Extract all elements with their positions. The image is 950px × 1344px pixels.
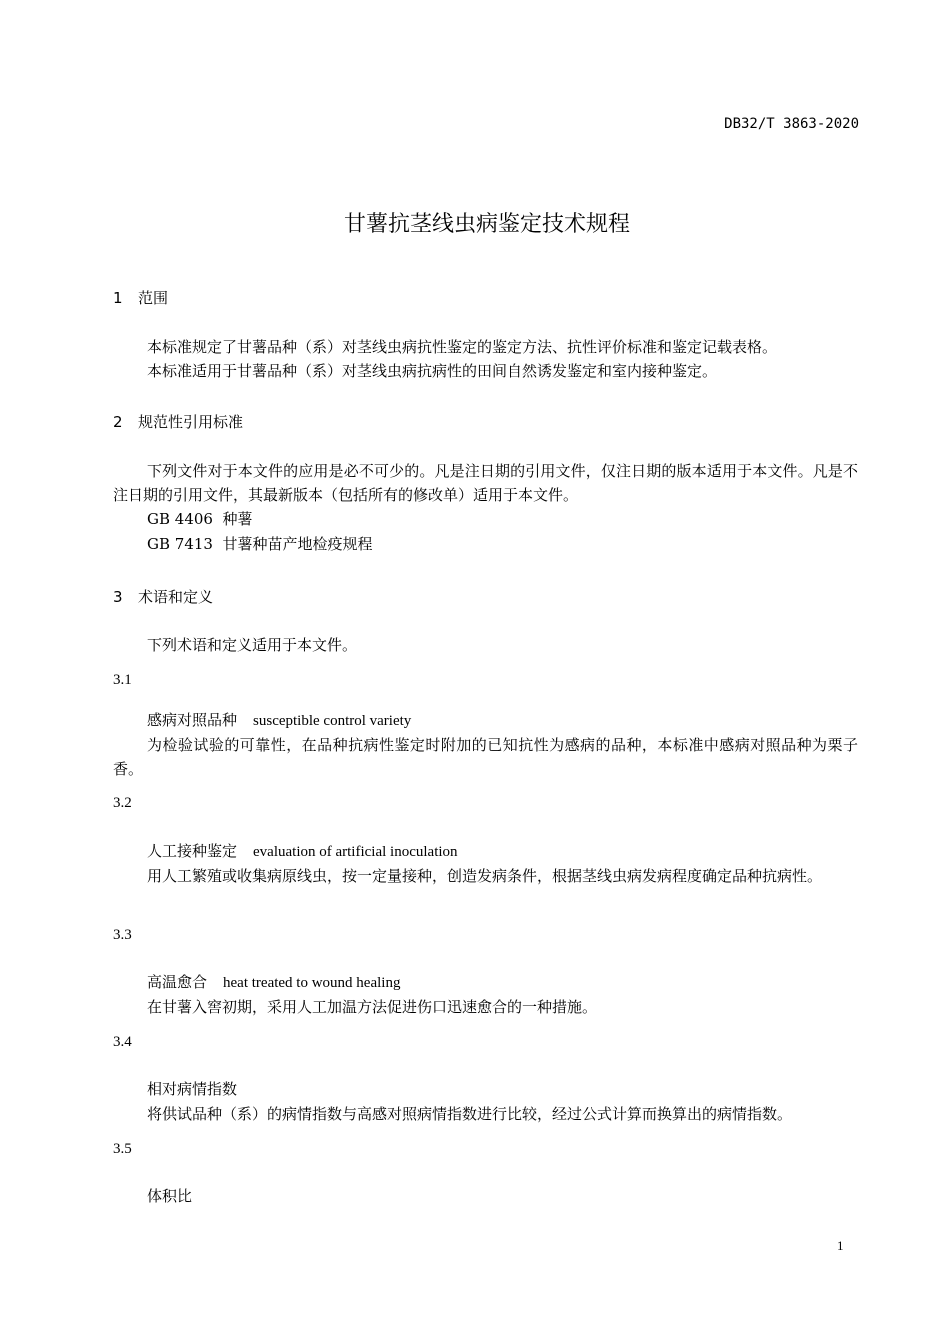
section-title: 术语和定义 [138,588,214,606]
term-entry [147,840,458,861]
section-number: 3 [113,588,123,606]
page-number: 1 [837,1238,844,1253]
term-entry [147,971,400,992]
term-entry [147,1185,192,1206]
standard-code: DB32/T 3863-2020 [724,116,859,132]
term-english: susceptible control variety [253,713,412,729]
paragraph: 本标准适用于甘薯品种（系）对茎线虫病抗病性的田间自然诱发鉴定和室内接种鉴定。 [147,362,718,380]
reference-item: GB 4406 种薯 [147,510,253,528]
term-chinese: 体积比 [147,1187,193,1205]
term-number: 3.1 [113,672,132,688]
term-number: 3.2 [113,795,132,811]
section-number: 2 [113,413,123,431]
paragraph: 下列文件对于本文件的应用是必不可少的。凡是注日期的引用文件，仅注日期的版本适用于本文件。凡是不注日期的引用文件，其最新版本（包括所有的修改单）适用于本文件。 [113,462,858,504]
term-chinese: 人工接种鉴定 [147,842,238,860]
term-entry [147,1078,237,1099]
term-chinese: 高温愈合 [147,973,208,991]
term-number: 3.4 [113,1034,132,1050]
term-english: heat treated to wound healing [223,975,401,991]
section-title: 范围 [138,289,169,307]
section-number: 1 [113,289,123,307]
paragraph: 本标准规定了甘薯品种（系）对茎线虫病抗性鉴定的鉴定方法、抗性评价标准和鉴定记载表格。 [147,338,778,356]
section-2-heading [113,411,243,432]
term-number: 3.5 [113,1141,132,1157]
section-1-heading [113,287,168,308]
reference-item: GB 7413 甘薯种苗产地检疫规程 [147,535,373,553]
term-definition: 在甘薯入窖初期，采用人工加温方法促进伤口迅速愈合的一种措施。 [147,998,598,1016]
term-definition: 用人工繁殖或收集病原线虫，按一定量接种，创造发病条件，根据茎线虫病发病程度确定品种抗病性。 [147,867,823,885]
term-chinese: 感病对照品种 [147,711,238,729]
term-entry [147,709,411,730]
paragraph: 下列术语和定义适用于本文件。 [147,636,358,654]
term-definition: 为检验试验的可靠性，在品种抗病性鉴定时附加的已知抗性为感病的品种，本标准中感病对照品种为栗子香。 [113,736,858,778]
term-number: 3.3 [113,927,132,943]
page-title: 甘薯抗茎线虫病鉴定技术规程 [343,212,630,237]
term-definition: 将供试品种（系）的病情指数与高感对照病情指数进行比较，经过公式计算而换算出的病情指数。 [147,1105,793,1123]
term-english: evaluation of artificial inoculation [253,844,458,860]
term-chinese: 相对病情指数 [147,1080,238,1098]
section-title: 规范性引用标准 [138,413,244,431]
section-3-heading [113,586,213,607]
